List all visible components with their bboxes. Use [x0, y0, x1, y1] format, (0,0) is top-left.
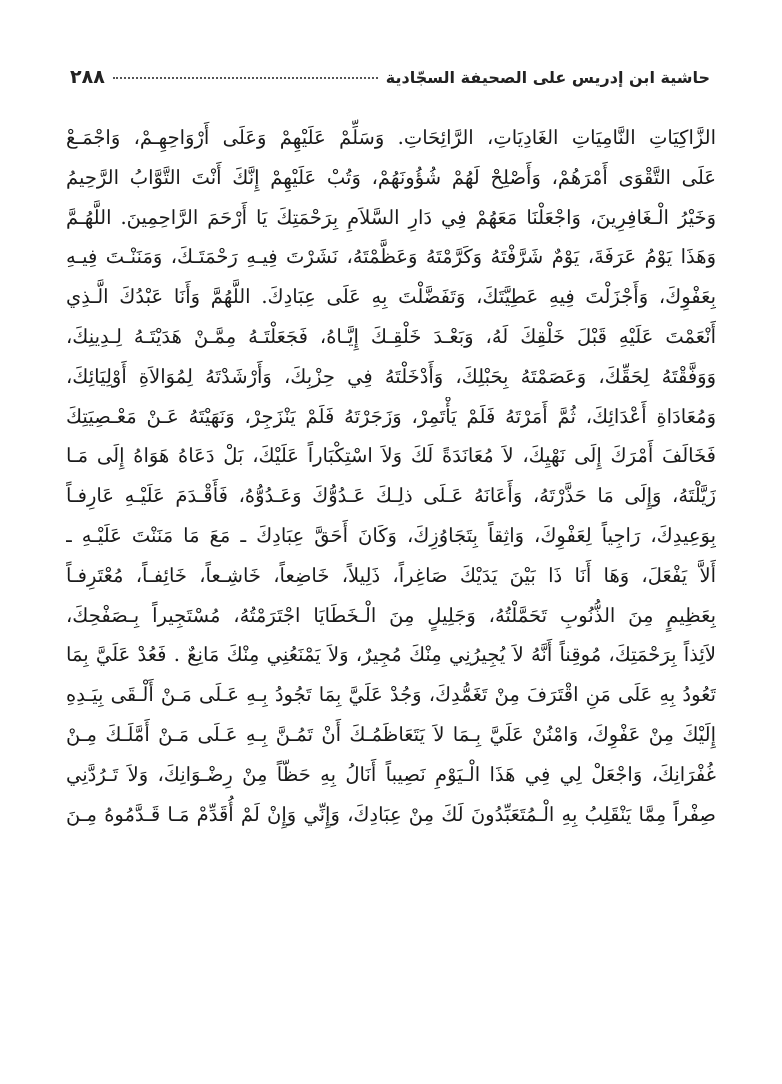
text-line: الزَّاكِيَاتِ النَّامِيَاتِ الغَادِيَاتِ، الرَّائِحَاتِ. وَسَلِّمْ عَلَيْهِمْ وَعَلَى أَرْوَاحِهِـمْ، وَاجْمَـعْ	[66, 126, 716, 149]
text-line: أَنْعَمْتَ عَلَيْهِ قَبْلَ خَلْقِكَ لَهُ، وَبَعْـدَ خَلْقِـكَ إِيَّـاهُ، فَجَعَلْتَـهُ مِمَّـنْ هَدَيْتَـهُ لِـدِينِكَ،	[66, 324, 716, 348]
body-text	[66, 118, 716, 834]
text-line: عَلَى التَّقْوَى أَمْرَهُمْ، وَأَصْلِحْ لَهُمْ شُؤُونَهُمْ، وَتُبْ عَلَيْهِمْ إِنَّكَ أَنْتَ التَّوَّابُ الرَّحِيمُ	[66, 165, 716, 189]
text-line: تَعُودُ بِهِ عَلَى مَنِ اقْتَرَفَ مِنْ تَغَمُّدِكَ، وَجُدْ عَلَيَّ بِمَا تَجُودُ بِـهِ عَـلَى مَـنْ أَلْـقَى بِيَـدِهِ	[66, 683, 716, 707]
text-line: إِلَيْكَ مِنْ عَفْوِكَ، وَامْنُنْ عَلَيَّ بِـمَا لاَ يَتَعَاظَمُـكَ أَنْ تَمُـنَّ بِـهِ عَـلَى مَـنْ أَمَّلَـكَ مِـنْ	[66, 722, 716, 746]
text-line: بِعَظِيمٍ مِنَ الذُّنُوبِ تَحَمَّلْتُهُ، وَجَلِيلٍ مِنَ الْـخَطَايَا اجْتَرَمْتُهُ، مُسْتَجِيراً بِـصَفْحِكَ،	[66, 603, 716, 627]
text-line: وَخَيْرُ الْـغَافِرِينَ، وَاجْعَلْنَا مَعَهُمْ فِي دَارِ السَّلاَمِ بِرَحْمَتِكَ يَا أَرْحَمَ الرَّاحِمِينَ. اللَّهُـمَّ	[66, 205, 716, 229]
text-line: أَلاَّ يَفْعَلَ، وَهَا أَنَا ذَا بَيْنَ يَدَيْكَ صَاغِراً، ذَلِيلاً، خَاضِعاً، خَاشِـعاً، خَائِفـاً، مُعْتَرِفـاً	[66, 563, 716, 587]
text-line: لاَئِذاً بِرَحْمَتِكَ، مُوقِناً أَنَّهُ لاَ يُجِيرُنِي مِنْكَ مُجِيرٌ، وَلاَ يَمْنَعُنِي مِنْكَ مَانِعٌ . فَعُدْ عَلَيَّ بِمَا	[66, 643, 716, 667]
text-line: بِوَعِيدِكَ، رَاجِياً لِعَفْوِكَ، وَاثِقاً بِتَجَاوُزِكَ، وَكَانَ أَحَقَّ عِبَادِكَ ـ مَعَ مَا مَنَنْتَ عَلَيْـهِ ـ	[66, 523, 716, 547]
text-line: زَيَّلْتَهُ، وَإِلَى مَا حَذَّرْتَهُ، وَأَعَانَهُ عَـلَى ذلِـكَ عَـدُوُّكَ وَعَـدُوُّهُ، فَأَقْـدَمَ عَلَيْـهِ عَارِفـاً	[66, 484, 716, 508]
text-line: صِفْراً مِمَّا يَنْقَلِبُ بِهِ الْـمُتَعَبِّدُونَ لَكَ مِنْ عِبَادِكَ، وَإِنِّي وَإِنْ لَمْ أُقَدِّمْ مَـا قَـدَّمُوهُ مِـنَ	[66, 802, 716, 826]
header-title: حاشية ابن إدريس على الصحيفة السجّادية	[385, 68, 710, 87]
dotted-leader	[113, 77, 378, 79]
text-line: فَخَالَفَ أَمْرَكَ إِلَى نَهْيِكَ، لاَ مُعَانَدَةً لَكَ وَلاَ اسْتِكْبَاراً عَلَيْكَ، بَلْ دَعَاهُ هَوَاهُ إِلَى مَـا	[66, 444, 716, 468]
running-header	[70, 66, 710, 92]
text-line: غُفْرَانِكَ، وَاجْعَلْ لِي فِي هَذَا الْـيَوْمِ نَصِيباً أَنَالُ بِهِ حَظّاً مِنْ رِضْـوَانِكَ، وَلاَ تَـرُدَّنِي	[66, 762, 716, 786]
page-number: ٢٨٨	[70, 66, 105, 88]
text-line: وَمُعَادَاةِ أَعْدَائِكَ، ثُمَّ أَمَرْتَهُ فَلَمْ يَأْتَمِرْ، وَزَجَرْتَهُ فَلَمْ يَنْزَجِرْ، وَنَهَيْتَهُ عَـنْ مَعْـصِيَتِكَ	[66, 404, 716, 428]
text-line: بِعَفْوِكَ، وَأَجْزَلْتَ فِيهِ عَطِيَّتَكَ، وَتَفَضَّلْتَ بِهِ عَلَى عِبَادِكَ. اللَّهُمَّ وَأَنَا عَبْدُكَ الَّـذِي	[66, 285, 716, 309]
text-line: وَهَذَا يَوْمُ عَرَفَةَ، يَوْمٌ شَرَّفْتَهُ وَكَرَّمْتَهُ وَعَظَّمْتَهُ، نَشَرْتَ فِيـهِ رَحْمَتَـكَ، وَمَنَنْـتَ فِيـهِ	[66, 245, 716, 269]
text-line: وَوَفَّقْتَهُ لِحَقِّكَ، وَعَصَمْتَهُ بِحَبْلِكَ، وَأَدْخَلْتَهُ فِي حِزْبِكَ، وَأَرْشَدْتَهُ لِمُوَالاَةِ أَوْلِيَائِكَ،	[66, 364, 716, 388]
